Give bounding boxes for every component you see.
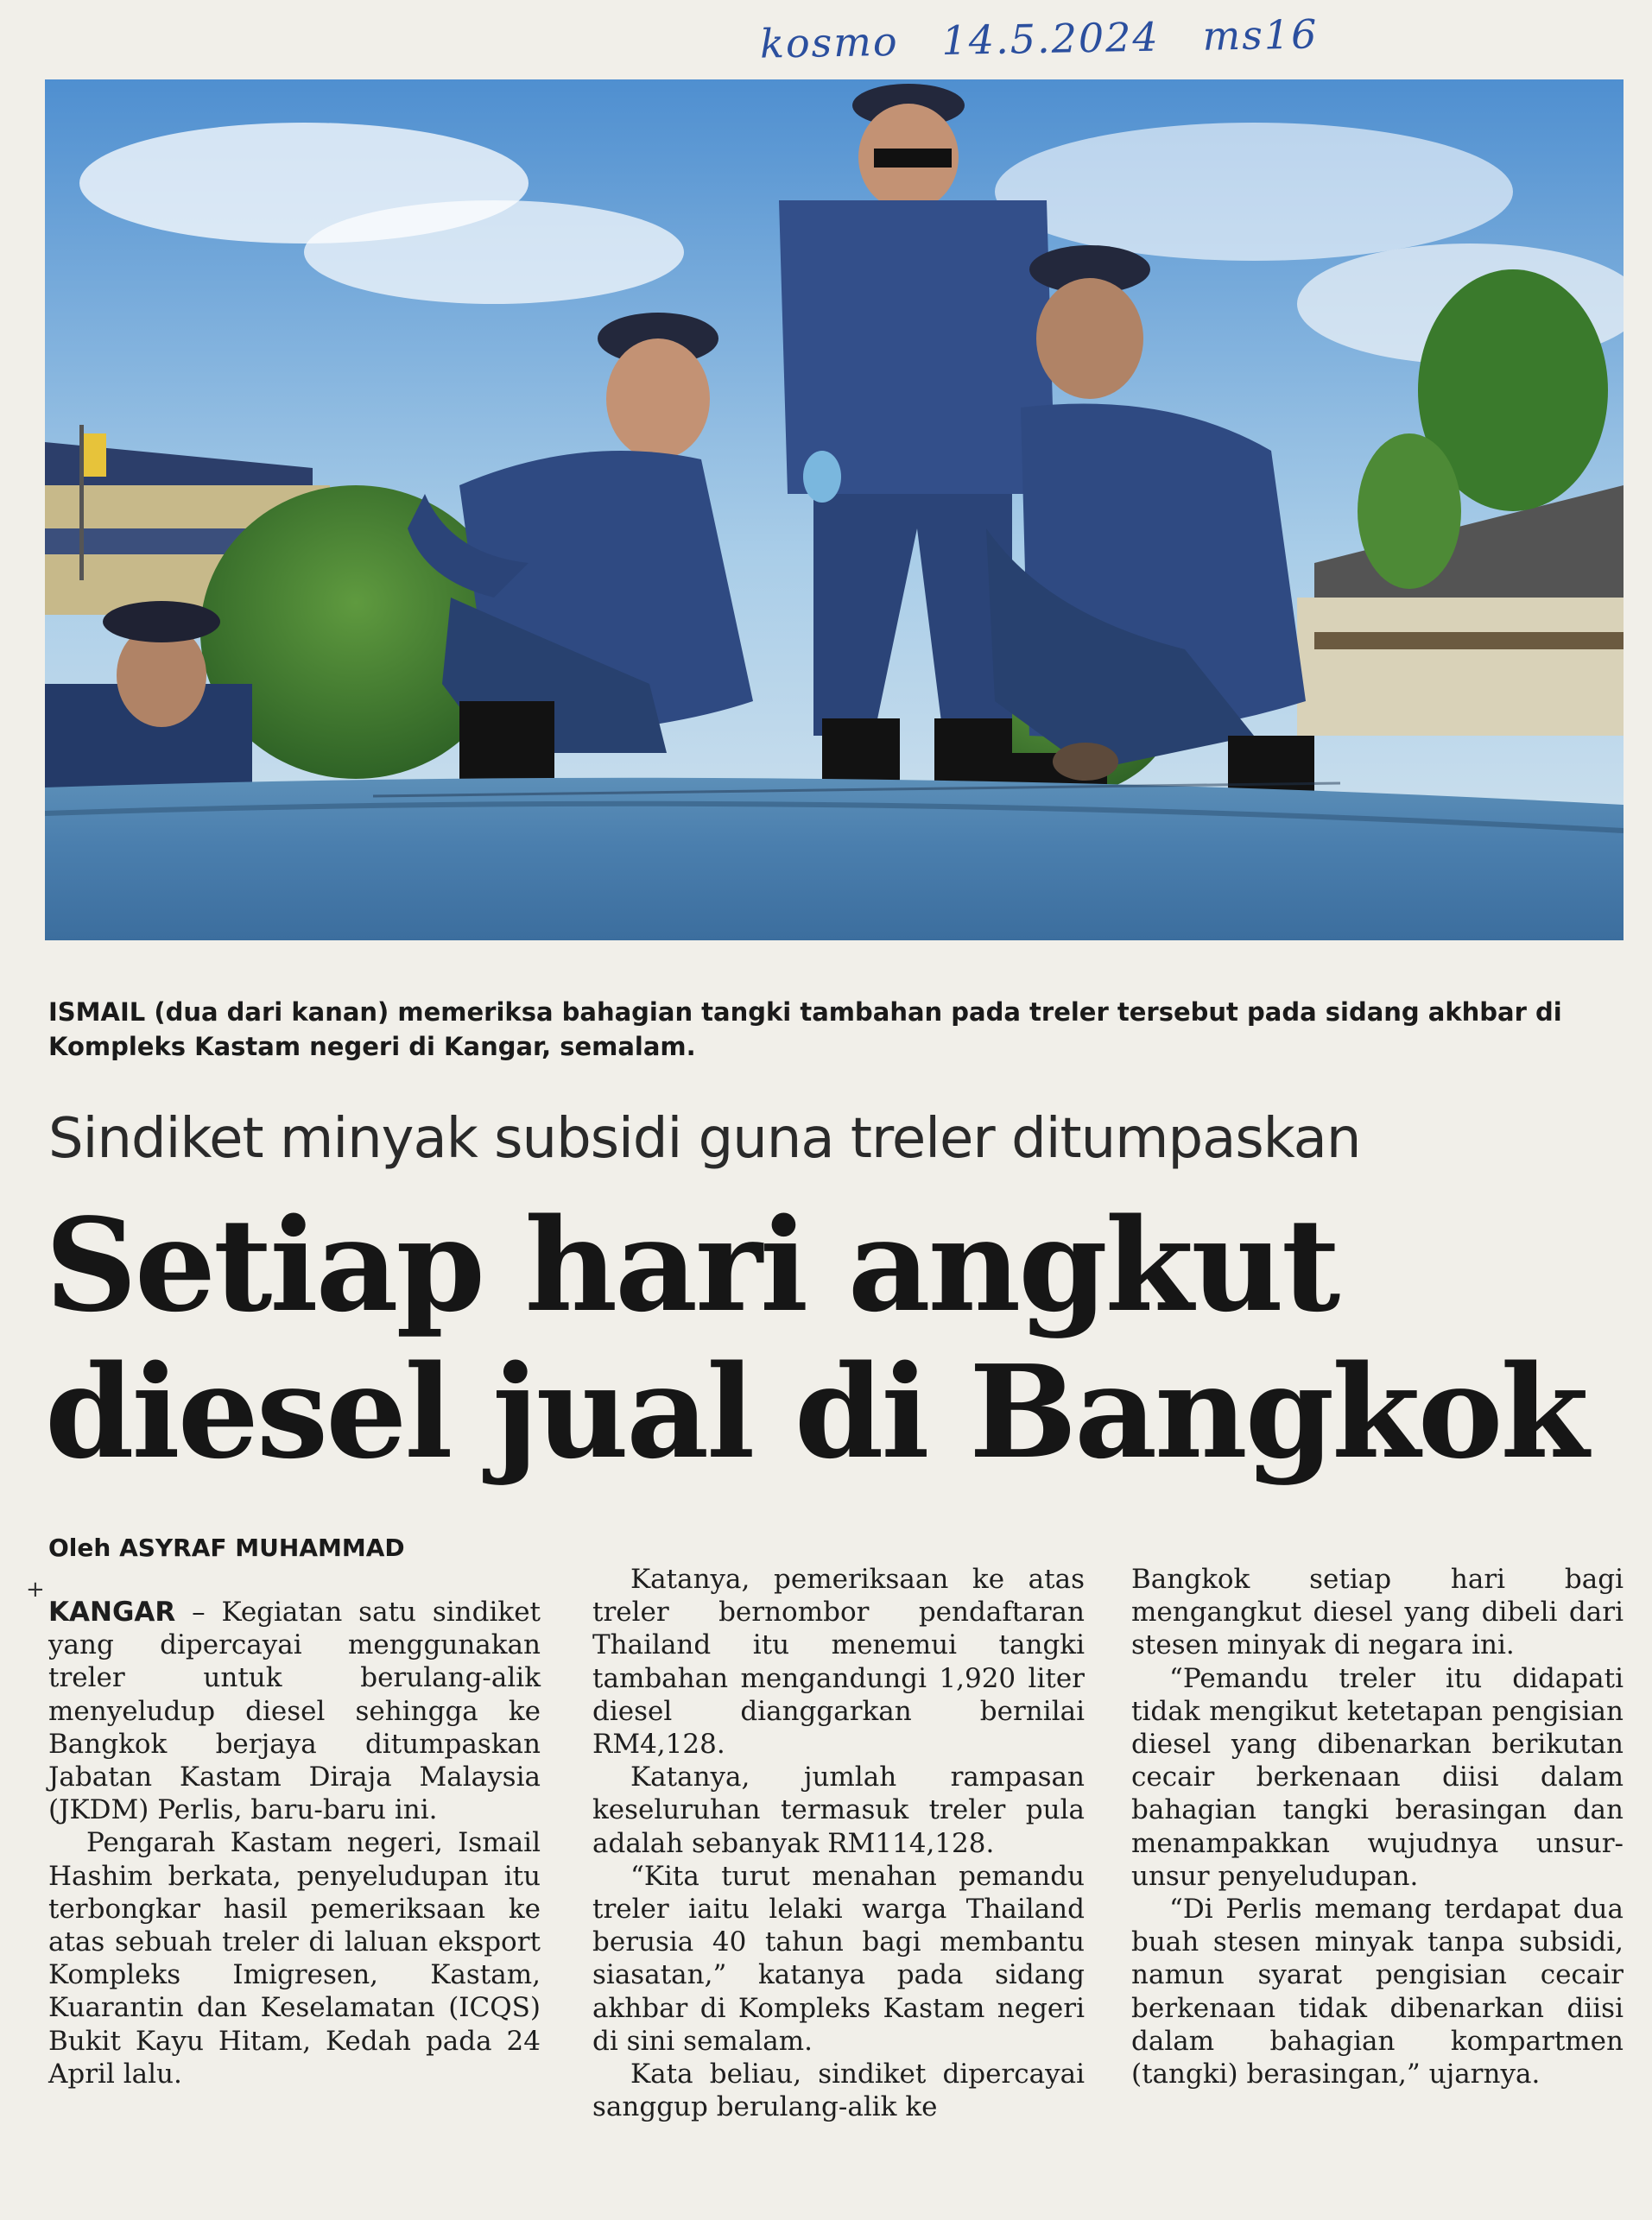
handwritten-annotation (760, 10, 1319, 66)
annotation-page: ms16 (1202, 10, 1319, 60)
headline (45, 1192, 1617, 1485)
customs-officers-inspecting-truck-photo (45, 79, 1624, 940)
annotation-date: 14.5.2024 (941, 13, 1161, 64)
register-mark: + (26, 1577, 45, 1603)
headline-line-2: diesel jual di Bangkok (45, 1337, 1587, 1487)
article-paragraph: Katanya, pemeriksaan ke atas treler bernombor pendaftaran Thailand itu menemui tangki tambahan mengandungi 1,920 liter diesel dianggarkan bernilai RM4,128. (592, 1564, 1085, 1761)
article-paragraph: Katanya, jumlah rampasan keseluruhan termasuk treler pula adalah sebanyak RM114,128. (592, 1761, 1085, 1859)
article-paragraph (48, 1596, 541, 1826)
news-photo (45, 79, 1624, 940)
article-paragraph: “Pemandu treler itu didapati tidak mengikut ketetapan pengisian diesel yang dibenarkan berikutan cecair berkenaan diisi dalam bahagian tangki berasingan dan menampakkan wujudnya unsur-unsur penyeludupan. (1131, 1662, 1624, 1892)
article-paragraph: Pengarah Kastam negeri, Ismail Hashim berkata, penyeludupan itu terbongkar hasil pemeriksaan ke atas sebuah treler di laluan eksport Kompleks Imigresen, Kastam, Kuarantin dan Keselamatan (ICQS) Bukit Kayu Hitam, Kedah pada 24 April lalu. (48, 1827, 541, 2090)
article-column-3 (1131, 1563, 1624, 2090)
article-paragraph: Bangkok setiap hari bagi mengangkut diesel yang dibeli dari stesen minyak di negara ini. (1131, 1564, 1624, 1661)
article-paragraph: “Kita turut menahan pemandu treler iaitu lelaki warga Thailand berusia 40 tahun bagi membantu siasatan,” katanya pada sidang akhbar di Kompleks Kastam negeri di sini semalam. (592, 1860, 1085, 2057)
headline-line-1: Setiap hari angkut (45, 1190, 1339, 1340)
kicker-headline: Sindiket minyak subsidi guna treler ditumpaskan (48, 1107, 1361, 1171)
article-column-1 (48, 1596, 541, 2090)
dateline: KANGAR (48, 1597, 176, 1628)
article-paragraph: “Di Perlis memang terdapat dua buah stesen minyak tanpa subsidi, namun syarat pengisian cecair berkenaan tidak dibenarkan diisi dalam bahagian kompartmen (tangki) berasingan,” ujarnya. (1131, 1894, 1624, 2090)
article-column-2 (592, 1563, 1085, 2123)
paragraph-text: – Kegiatan satu sindiket yang dipercayai menggunakan treler untuk berulang-alik menyeludup diesel sehingga ke Bangkok berjaya ditumpaskan Jabatan Kastam Diraja Malaysia (JKDM) Perlis, baru-baru ini. (48, 1597, 541, 1826)
article-paragraph: Kata beliau, sindiket dipercayai sanggup berulang-alik ke (592, 2059, 1085, 2123)
photo-caption: ISMAIL (dua dari kanan) memeriksa bahagian tangki tambahan pada treler tersebut pada sidang akhbar di Kompleks Kastam negeri di Kangar, semalam. (48, 997, 1562, 1061)
annotation-publication: kosmo (759, 17, 899, 67)
byline: Oleh ASYRAF MUHAMMAD (48, 1534, 405, 1562)
